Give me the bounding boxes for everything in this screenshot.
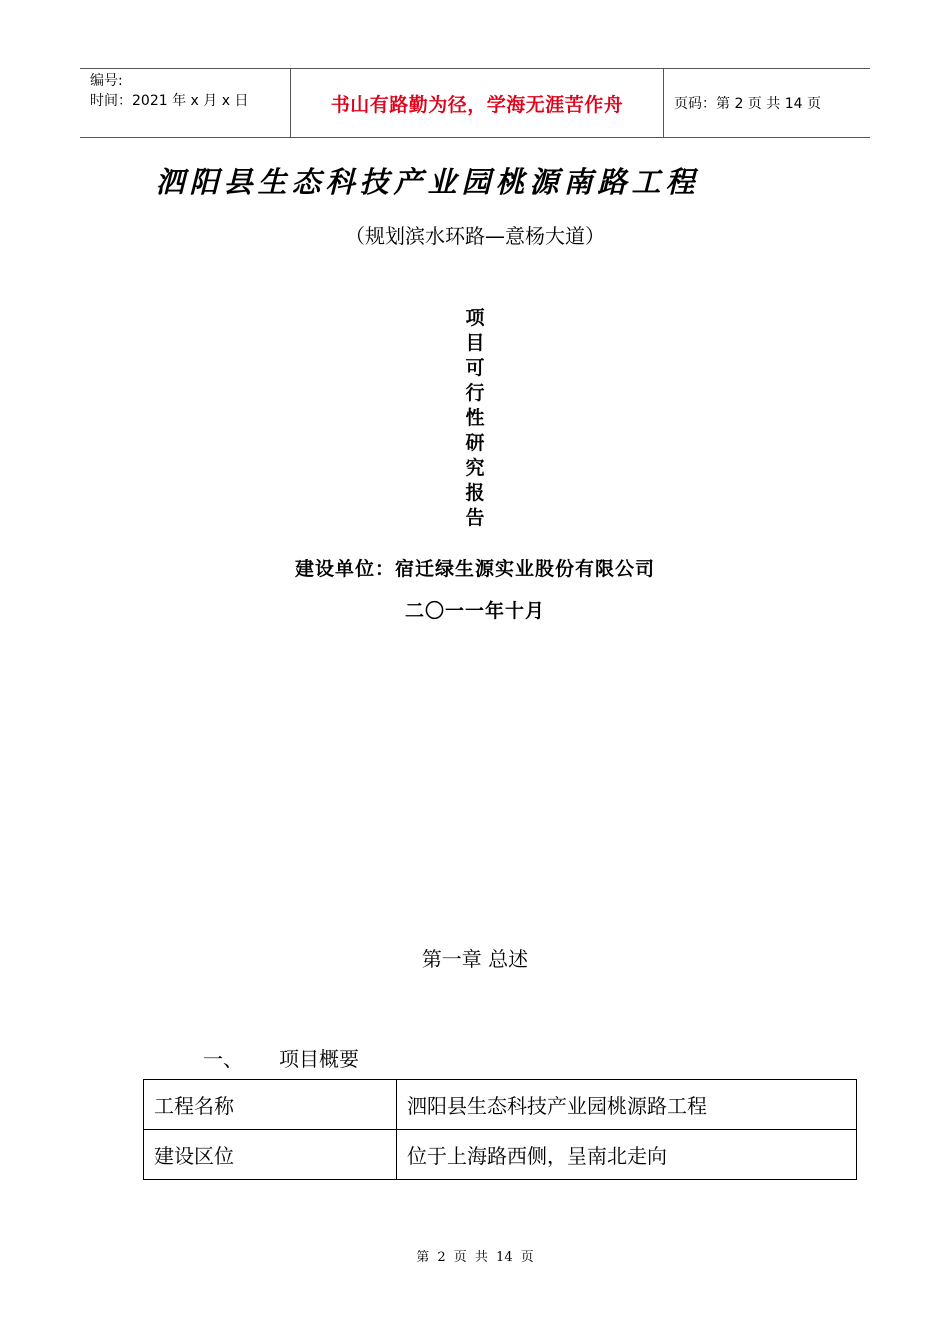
vertical-report-title — [462, 306, 488, 531]
section-number: 一、 — [203, 1047, 243, 1071]
project-summary-table — [143, 1079, 857, 1180]
document-title: 泗阳县生态科技产业园桃源南路工程 — [155, 165, 700, 199]
vertical-char: 究 — [465, 457, 485, 479]
section-title: 项目概要 — [279, 1047, 359, 1071]
chapter-heading: 第一章 总述 — [421, 947, 529, 971]
table-row — [144, 1080, 857, 1130]
table-cell-label: 工程名称 — [144, 1080, 397, 1130]
time-label: 时间：2021 年 x 月 x 日 — [90, 93, 249, 109]
vertical-char: 行 — [465, 382, 485, 404]
header-motto: 书山有路勤为径，学海无涯苦作舟 — [290, 69, 664, 137]
vertical-char: 报 — [465, 482, 485, 504]
header-left-cell — [80, 69, 290, 137]
vertical-char: 性 — [465, 407, 485, 429]
section-heading — [203, 1043, 359, 1072]
construction-unit: 建设单位：宿迁绿生源实业股份有限公司 — [294, 558, 655, 580]
table-cell-value: 泗阳县生态科技产业园桃源路工程 — [397, 1080, 857, 1130]
header-page-info: 页码：第 2 页 共 14 页 — [674, 96, 821, 112]
page-footer: 第 2 页 共 14 页 — [416, 1250, 534, 1265]
page-header — [80, 68, 870, 138]
document-date: 二〇一一年十月 — [404, 600, 545, 622]
vertical-char: 可 — [465, 357, 485, 379]
table-row — [144, 1130, 857, 1180]
table-cell-value: 位于上海路西侧，呈南北走向 — [397, 1130, 857, 1180]
document-subtitle: （规划滨水环路—意杨大道） — [345, 224, 605, 248]
vertical-char: 目 — [465, 332, 485, 354]
code-label: 编号: — [90, 73, 123, 89]
table-cell-label: 建设区位 — [144, 1130, 397, 1180]
vertical-char: 项 — [465, 307, 485, 329]
vertical-char: 告 — [465, 507, 485, 529]
vertical-char: 研 — [465, 432, 485, 454]
